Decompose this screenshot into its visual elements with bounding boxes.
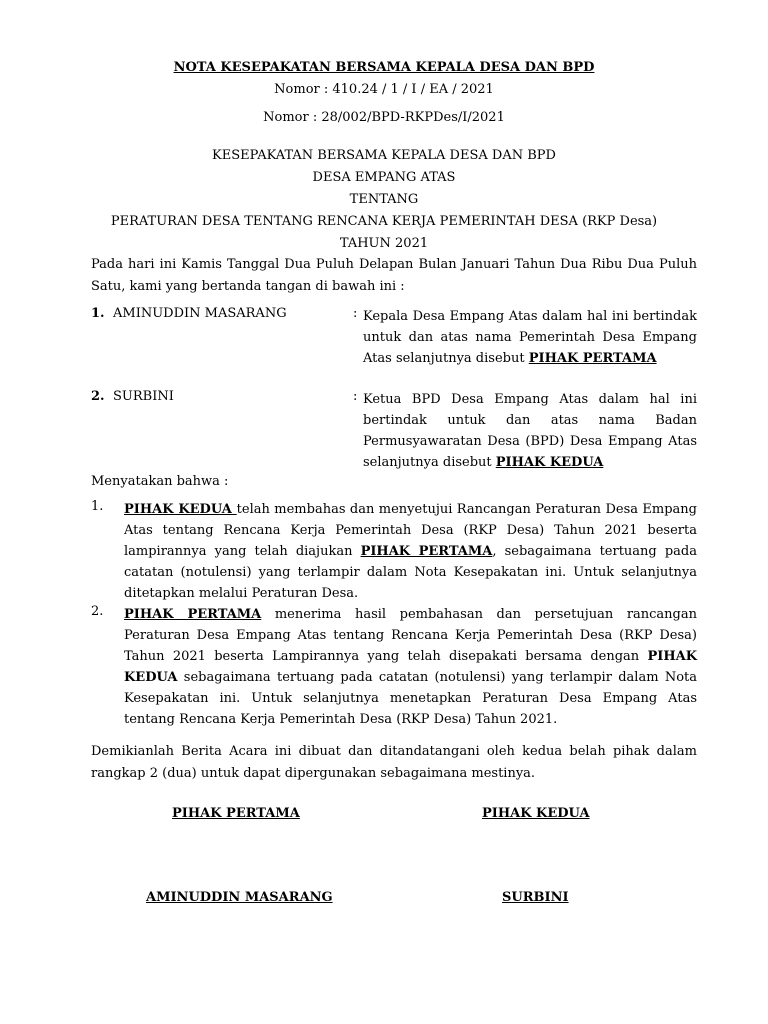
party-desc-text: Kepala Desa Empang Atas dalam hal ini bertindak untuk dan atas nama Pemerintah Desa Empang Atas selanjutnya disebut [363, 309, 697, 366]
party-number: 1. [91, 306, 105, 321]
item-text [124, 604, 697, 730]
heading-line: TENTANG [349, 192, 419, 207]
statement-intro: Menyatakan bahwa : [91, 474, 229, 489]
item-text-b: , sebagaimana tertuang pada catatan (notulensi) yang terlampir dalam Nota Kesepakatan ini. Untuk selanjutnya ditetapkan melalui Peraturan Desa. [124, 544, 698, 601]
agreement-heading [0, 145, 768, 255]
signature-title-second-party: PIHAK KEDUA [482, 806, 590, 821]
party-description [363, 389, 697, 473]
item-text-a: menerima hasil pembahasan dan persetujuan rancangan Peraturan Desa Empang Atas tentang Rencana Kerja Pemerintah Desa (RKP Desa) Tahun 2021 beserta Lampirannya yang telah disepakati bersama dengan [124, 607, 697, 664]
heading-line: KESEPAKATAN BERSAMA KEPALA DESA DAN BPD [212, 148, 556, 163]
closing-paragraph: Demikianlah Berita Acara ini dibuat dan ditandatangani oleh kedua belah pihak dalam rangkap 2 (dua) untuk dapat dipergunakan sebagaimana mestinya. [91, 744, 697, 781]
heading-line: DESA EMPANG ATAS [312, 170, 456, 185]
intro-paragraph: Pada hari ini Kamis Tanggal Dua Puluh Delapan Bulan Januari Tahun Dua Ribu Dua Puluh Satu, kami yang bertanda tangan di bawah ini : [91, 257, 697, 294]
item-lead: PIHAK KEDUA [124, 502, 237, 517]
signature-name-first-party: AMINUDDIN MASARANG [146, 890, 333, 905]
item-text-b: sebagaimana tertuang pada catatan (notulensi) yang terlampir dalam Nota Kesepakatan ini. Untuk selanjutnya menetapkan Peraturan Desa Empang Atas tentang Rencana Kerja Pemerintah Desa (RKP Desa) Tahun 2021. [124, 670, 697, 727]
heading-line: TAHUN 2021 [339, 236, 429, 251]
item-reference: PIHAK KEDUA [124, 649, 697, 685]
signature-title-first-party: PIHAK PERTAMA [172, 806, 300, 821]
party-number: 2. [91, 389, 105, 404]
item-lead: PIHAK PERTAMA [124, 607, 262, 622]
item-text-a: telah membahas dan menyetujui Rancangan Peraturan Desa Empang Atas tentang Rencana Kerja Pemerintah Desa (RKP Desa) Tahun 2021 beserta lampirannya yang telah diajukan [124, 502, 697, 559]
document-title: NOTA KESEPAKATAN BERSAMA KEPALA DESA DAN BPD [173, 60, 595, 75]
party-description [363, 306, 697, 369]
signature-name-second-party: SURBINI [502, 890, 569, 905]
item-text [124, 499, 697, 604]
party-reference: PIHAK KEDUA [495, 455, 604, 470]
item-reference: PIHAK PERTAMA [360, 544, 493, 559]
document-number-2: Nomor : 28/002/BPD-RKPDes/I/2021 [263, 110, 505, 125]
item-number: 1. [91, 499, 104, 514]
party-name: AMINUDDIN MASARANG [113, 306, 287, 321]
party-reference: PIHAK PERTAMA [528, 351, 657, 366]
document-number-1: Nomor : 410.24 / 1 / I / EA / 2021 [274, 82, 494, 97]
party-colon: : [353, 306, 358, 321]
heading-line: PERATURAN DESA TENTANG RENCANA KERJA PEMERINTAH DESA (RKP Desa) [110, 214, 658, 229]
party-colon: : [353, 389, 358, 404]
party-desc-text: Ketua BPD Desa Empang Atas dalam hal ini bertindak untuk dan atas nama Badan Permusyawaratan Desa (BPD) Desa Empang Atas selanjutnya disebut [363, 392, 697, 470]
item-number: 2. [91, 604, 104, 619]
party-name: SURBINI [113, 389, 174, 404]
